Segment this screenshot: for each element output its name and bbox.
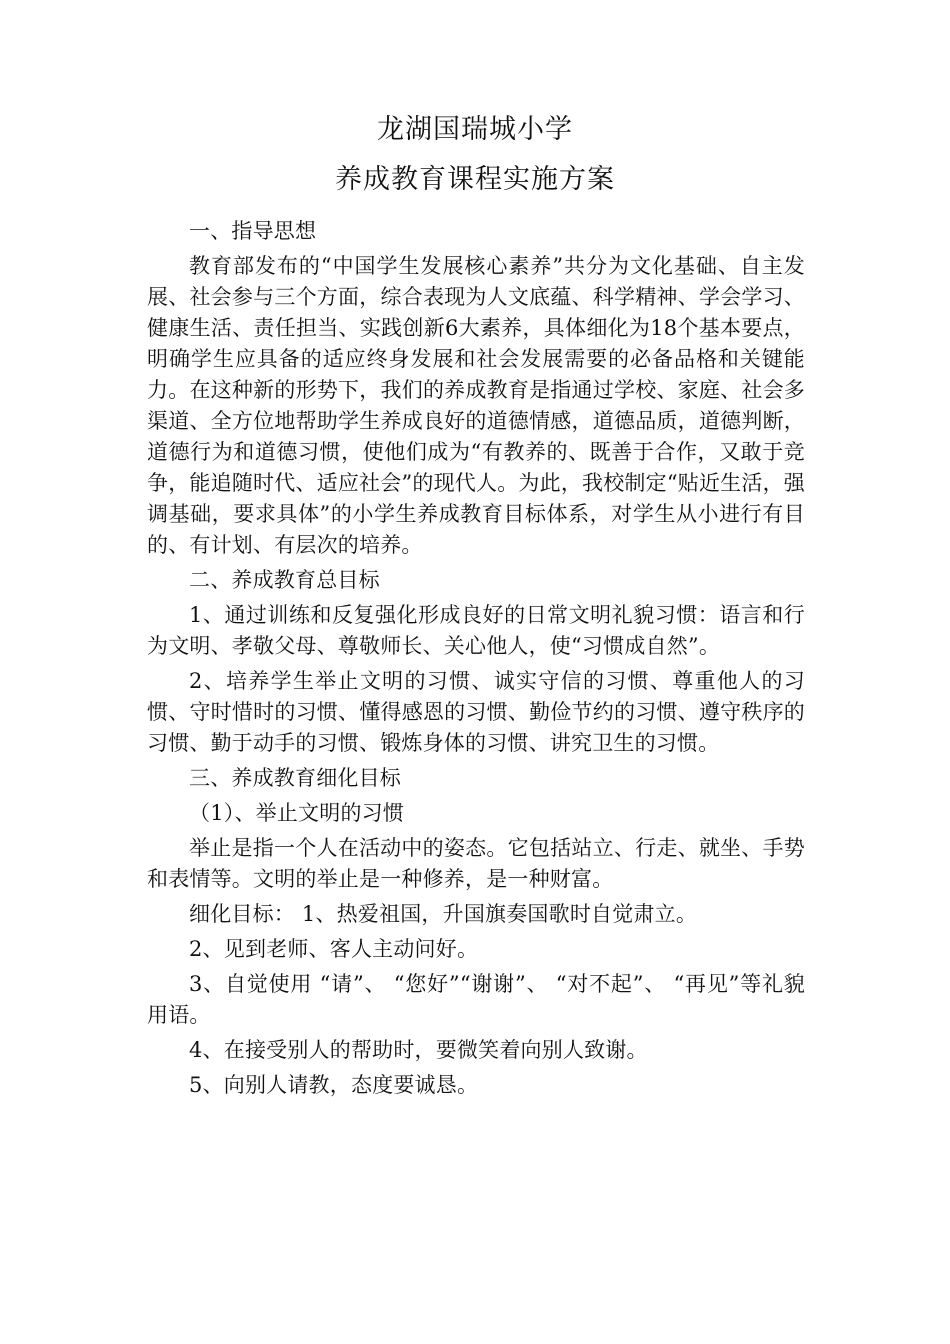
paragraph: 教育部发布的“中国学生发展核心素养”共分为文化基础、自主发展、社会参与三个方面，综合表现为人文底蕴、科学精神、学会学习、健康生活、责任担当、实践创新6大素养，具体细化为18个基本要点，明确学生应具备的适应终身发展和社会发展需要的必备品格和关键能力。在这种新的形势下，我们的养成教育是指通过学校、家庭、社会多渠道、全方位地帮助学生养成良好的道德情感，道德品质，道德判断，道德行为和道德习惯，使他们成为“有教养的、既善于合作，又敢于竞争，能追随时代、适应社会”的现代人。为此，我校制定“贴近生活，强调基础，要求具体”的小学生养成教育目标体系，对学生从小进行有目的、有计划、有层次的培养。	[147, 254, 805, 557]
section-heading-overall-goal: 二、养成教育总目标	[189, 568, 380, 592]
list-item: 5、向别人请教，态度要诚恳。	[189, 1073, 479, 1097]
paragraph: 举止是指一个人在活动中的姿态。它包括站立、行走、就坐、手势和表情等。文明的举止是一种修养，是一种财富。	[147, 836, 805, 891]
paragraph: 2、培养学生举止文明的习惯、诚实守信的习惯、尊重他人的习惯、守时惜时的习惯、懂得感恩的习惯、勤俭节约的习惯、遵守秩序的习惯、勤于动手的习惯、锻炼身体的习惯、讲究卫生的习惯。	[147, 669, 805, 755]
document-body	[147, 216, 805, 1105]
section-heading-detailed-goals: 三、养成教育细化目标	[189, 766, 401, 790]
document-title: 养成教育课程实施方案	[335, 164, 615, 195]
subsection-heading: （1）、举止文明的习惯	[189, 801, 405, 825]
list-item: 3、自觉使用 “请”、 “您好”“谢谢”、 “对不起”、 “再见”等礼貌用语。	[147, 972, 805, 1027]
list-item: 细化目标： 1、热爱祖国，升国旗奏国歌时自觉肃立。	[189, 902, 698, 926]
list-item: 4、在接受别人的帮助时，要微笑着向别人致谢。	[189, 1038, 648, 1062]
list-item: 2、见到老师、客人主动问好。	[189, 937, 479, 961]
paragraph: 1、通过训练和反复强化形成良好的日常文明礼貌习惯：语言和行为文明、孝敬父母、尊敬师长、关心他人，使“习惯成自然”。	[147, 603, 805, 658]
section-heading-guiding-thought: 一、指导思想	[189, 219, 317, 243]
school-title: 龙湖国瑞城小学	[377, 114, 573, 145]
